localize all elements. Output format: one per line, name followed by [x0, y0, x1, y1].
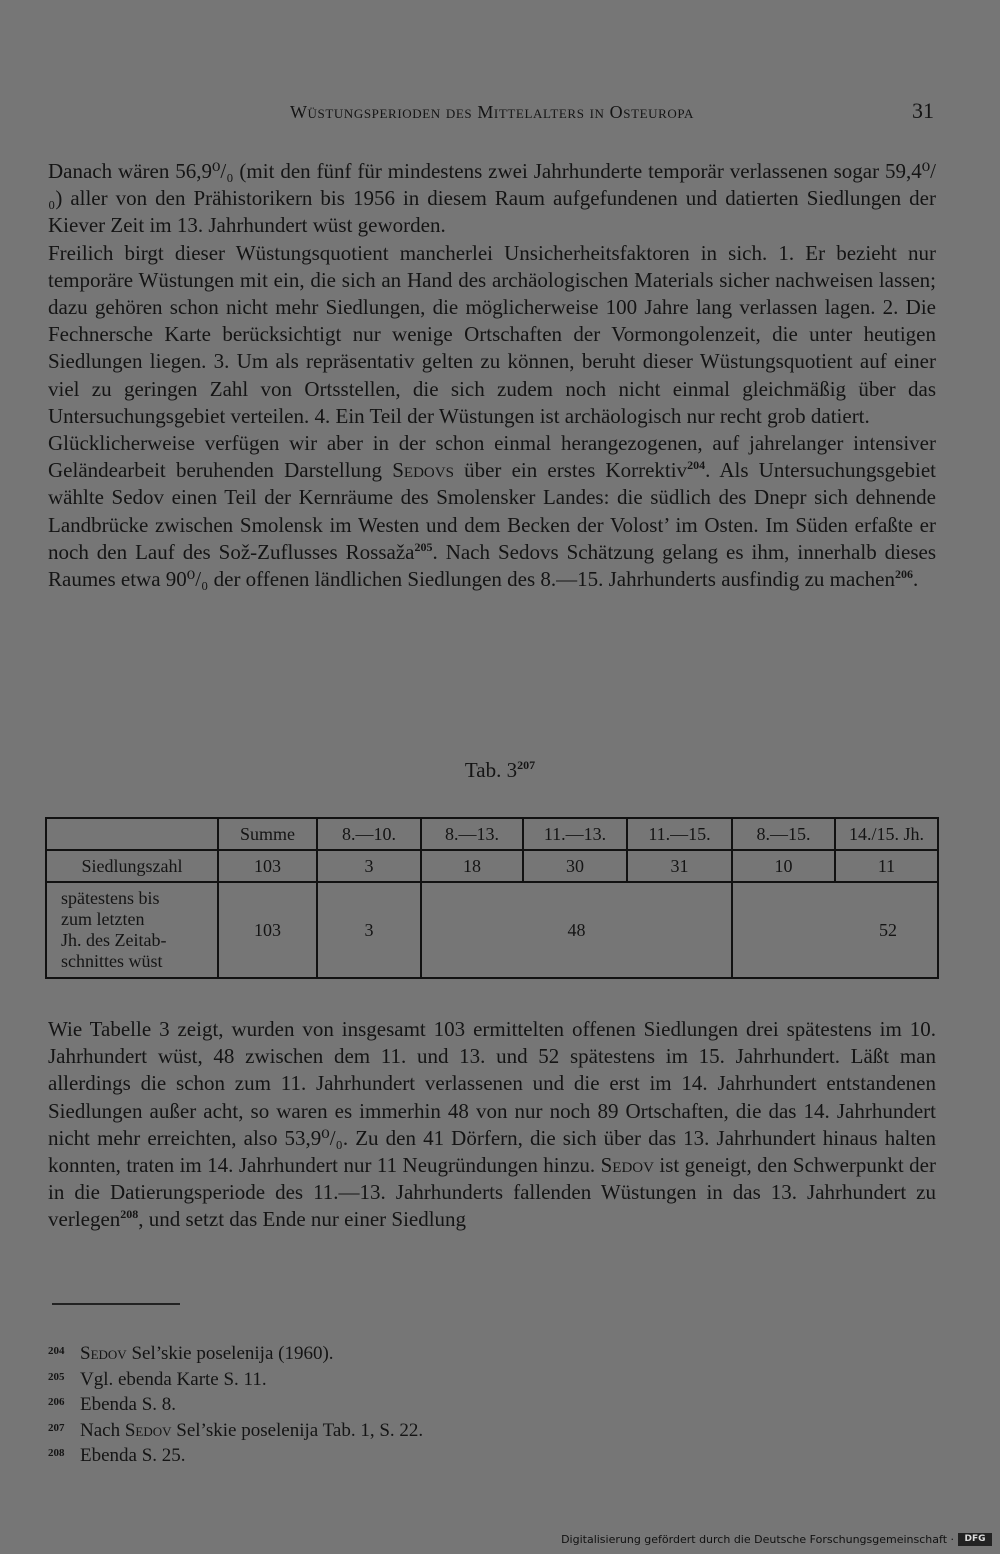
page-number: 31 — [912, 98, 934, 123]
footnote-text: Ebenda S. 25. — [80, 1445, 186, 1466]
table-cell-merged: 48 — [421, 882, 732, 978]
footnote-207 — [48, 1417, 748, 1443]
author-name-sedov: Sedov — [600, 1153, 654, 1178]
table-header-cell: 11.—15. — [627, 818, 732, 850]
paragraph-3-text-d: . Nach Sedovs Schätzung gelang es ihm, innerhalb dieses Raumes etwa 90⁰/₀ der offenen ländlichen Siedlungen des 8.—15. Jahrhunderts ausfindig zu machen — [48, 539, 937, 592]
row-label-line: Jh. des Zeitab- — [61, 930, 167, 950]
footnote-206 — [48, 1391, 748, 1417]
table-caption-text: Tab. 3 — [464, 758, 518, 782]
footnote-text: Ebenda S. 8. — [80, 1394, 177, 1415]
footnote-205 — [48, 1366, 748, 1392]
table-row — [46, 850, 938, 882]
table-cell: 30 — [523, 850, 627, 882]
table-row — [46, 882, 938, 978]
running-title: Wüstungsperioden des Mittelalters in Osteuropa — [289, 102, 695, 122]
body-text-bottom — [48, 1016, 936, 1234]
paragraph-2: Freilich birgt dieser Wüstungsquotient mancherlei Unsicherheitsfaktoren in sich. 1. Er bezieht nur temporäre Wüstungen mit ein, die sich an Hand des archäologischen Materials sicher nachweisen lassen; dazu gehören schon nicht mehr Siedlungen, die möglicherweise 100 Jahre lang verlassen lagen. 2. Die Fechnersche Karte berücksichtigt nur wenige Ortschaften der Vormongolenzeit, die unter heutigen Siedlungen liegen. 3. Um als repräsentativ gelten zu können, beruht dieser Wüstungsquotient auf einer viel zu geringen Zahl von Ortsstellen, die sich zudem noch nicht einmal gleichmäßig über das Untersuchungsgebiet verteilen. 4. Ein Teil der Wüstungen ist archäologisch nur recht grob datiert. — [48, 240, 936, 428]
paragraph-3-text-a: Glücklicherweise verfügen wir aber in der schon einmal herangezogenen, auf jahrelanger intensiver Geländearbeit beruhenden Darstellung — [48, 431, 936, 483]
paragraph-4-text-a: Wie Tabelle 3 zeigt, wurden von insgesamt 103 ermittelten offenen Siedlungen drei spätestens im 10. Jahrhundert wüst, 48 zwischen dem 11. und 13. und 52 spätestens im 15. Jahrhundert. Läßt man allerdings die schon zum 11. Jahrhundert verlassenen und die erst im 14. Jahrhundert entstandenen Siedlungen außer acht, so waren es immerhin 48 von nur noch 89 Ortschaften, die das 14. Jahrhundert nicht mehr erreichten, also 53,9⁰/₀. Zu den 41 Dörfern, die sich über das 13. Jahrhundert hinaus halten konnten, traten im 14. Jahrhundert nur 11 Neugründungen hinzu. — [48, 1017, 936, 1178]
footnote-number: 205 — [48, 1370, 65, 1383]
table-header-cell: 8.—13. — [421, 818, 523, 850]
footnote-number: 204 — [48, 1345, 65, 1357]
footnote-number: 208 — [48, 1447, 65, 1459]
footnote-number: 206 — [48, 1396, 65, 1408]
footnote-204 — [48, 1340, 748, 1366]
footnote-208 — [48, 1442, 748, 1468]
footnote-text: Sel’skie poselenija (1960). — [126, 1343, 334, 1364]
paragraph-3-text-c: . Als Untersuchungsgebiet wählte Sedov einen Teil der Kernräume des Smolensker Landes: die südlich des Dnepr sich dehnende Landbrücke zwischen Smolensk im Westen und dem Becken der Volost’ im Osten. Im Süden erfaßte er noch den Lauf des Sož-Zuflusses Rossaža — [48, 458, 936, 564]
body-text-top — [48, 158, 936, 593]
table-header-cell: 8.—10. — [317, 818, 421, 850]
dfg-logo: DFG — [958, 1533, 992, 1546]
table-cell: 3 — [317, 882, 421, 978]
table-cell-merged: 52 — [732, 882, 938, 978]
footnote-ref-205: 205 — [414, 539, 433, 554]
row-label-line: zum letzten — [61, 909, 145, 929]
footnote-ref-204: 204 — [687, 458, 706, 473]
paragraph-4 — [48, 1016, 936, 1234]
footnote-divider — [52, 1303, 180, 1305]
footnote-ref-208: 208 — [120, 1207, 139, 1222]
table-header-cell: 11.—13. — [523, 818, 627, 850]
table-row-label — [46, 882, 218, 978]
footnote-text: Vgl. ebenda Karte S. 11. — [80, 1368, 267, 1390]
paragraph-4-text-c: , und setzt das Ende nur einer Siedlung — [138, 1207, 467, 1232]
table-header-cell: 8.—15. — [732, 818, 835, 850]
table-header-cell: Summe — [218, 818, 317, 850]
paragraph-1: Danach wären 56,9⁰/₀ (mit den fünf für mindestens zwei Jahrhunderte temporär verlassenen sogar 59,4⁰/₀) aller von den Prähistorikern bis 1956 in diesem Raum aufgefundenen und datierten Siedlungen der Kiever Zeit im 13. Jahrhundert wüst geworden. — [48, 159, 936, 238]
table-header-cell: 14./15. Jh. — [835, 818, 938, 850]
table-cell: 11 — [835, 850, 938, 882]
footnote-number: 207 — [48, 1421, 65, 1434]
paragraph-3-text-b: über ein erstes Korrektiv — [453, 458, 688, 483]
table-cell: 103 — [218, 882, 317, 978]
table-cell: 103 — [218, 850, 317, 882]
table-header-cell — [46, 818, 218, 850]
paragraph-4-text-b: ist geneigt, den Schwerpunkt der in die Datierungsperiode des 11.—13. Jahrhunderts fallenden Wüstungen in das 13. Jahrhundert zu verlegen — [48, 1153, 937, 1232]
paragraph-3-text-e: . — [912, 567, 919, 592]
footnotes — [48, 1340, 748, 1468]
table-header-row — [46, 818, 938, 850]
settlement-table — [45, 817, 939, 979]
footnote-ref-206: 206 — [894, 567, 913, 582]
footnote-author: Sedov — [80, 1343, 127, 1364]
table-row-label: Siedlungszahl — [46, 850, 218, 882]
row-label-line: schnittes wüst — [61, 951, 163, 971]
paragraph-3 — [48, 430, 936, 593]
digitization-credit: Digitalisierung gefördert durch die Deutsche Forschungsgemeinschaft · — [561, 1533, 954, 1546]
author-name-sedovs: Sedovs — [392, 458, 454, 483]
footnote-prefix: Nach — [80, 1419, 125, 1441]
table-cell: 18 — [421, 850, 523, 882]
row-label-line: spätestens bis — [61, 888, 160, 908]
footnote-author: Sedov — [124, 1419, 172, 1441]
footnote-text: Sel’skie poselenija Tab. 1, S. 22. — [171, 1419, 424, 1441]
table-cell: 3 — [317, 850, 421, 882]
table-cell: 31 — [627, 850, 732, 882]
running-header — [48, 98, 936, 132]
table-cell: 10 — [732, 850, 835, 882]
table-caption — [0, 758, 1000, 783]
footnote-ref-207: 207 — [517, 758, 536, 772]
